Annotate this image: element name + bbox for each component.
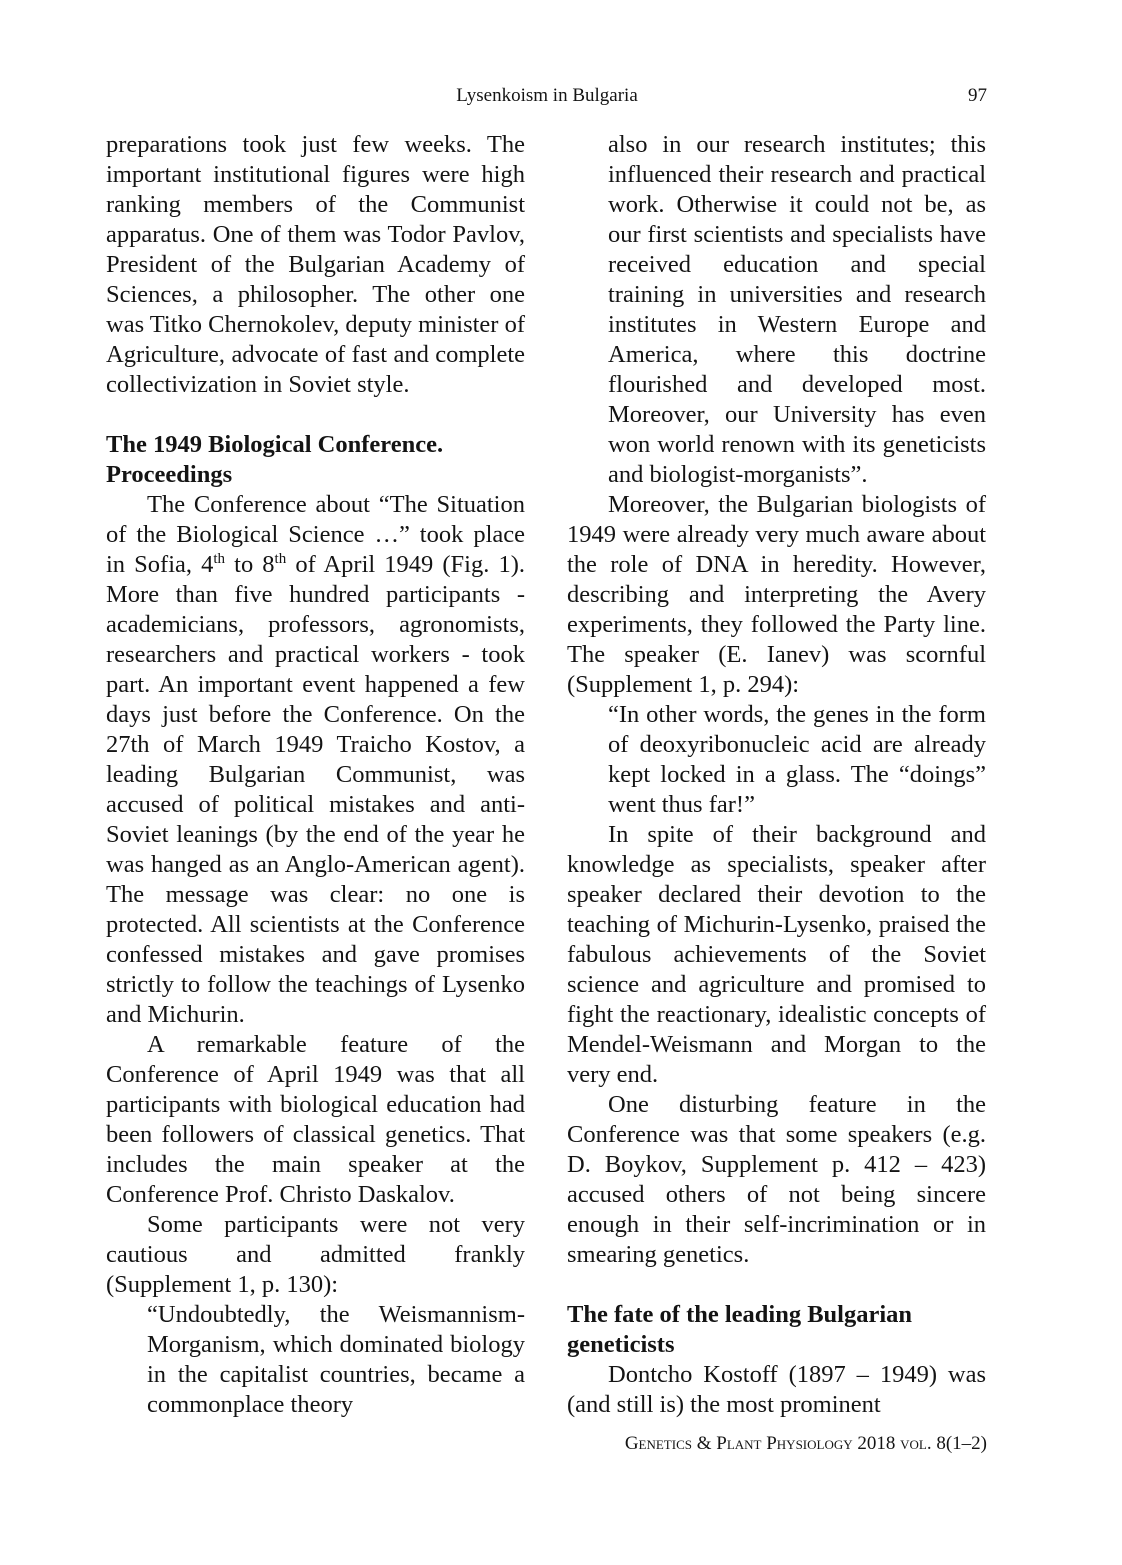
- left-column: [106, 130, 525, 1420]
- paragraph: Moreover, the Bulgarian biologists of 1949 were already very much aware about the role of DNA in heredity. However, describing and interpreting the Avery experiments, they followed the Party line. The speaker (E. Ianev) was scornful (Supplement 1, p. 294):: [567, 491, 986, 698]
- paragraph: One disturbing feature in the Conference was that some speakers (e.g. D. Boykov, Supplement p. 412 – 423) accused others of not being sincere enough in their self-incrimination or in smearing genetics.: [567, 1091, 986, 1268]
- paragraph: Dontcho Kostoff (1897 – 1949) was (and still is) the most prominent: [567, 1361, 986, 1418]
- block-quote: “Undoubtedly, the Weismannism-Morganism, which dominated biology in the capitalist countries, became a commonplace theory: [147, 1301, 525, 1418]
- heading-line: Proceedings: [106, 461, 233, 488]
- paragraph: A remarkable feature of the Conference of April 1949 was that all participants with biological education had been followers of classical genetics. That includes the main speaker at the Conference Prof. Christo Daskalov.: [106, 1031, 525, 1208]
- page-number: 97: [968, 85, 987, 106]
- heading-line: The 1949 Biological Conference.: [106, 431, 444, 458]
- section-heading: [106, 430, 525, 490]
- heading-line: geneticists: [567, 1331, 675, 1358]
- paragraph: In spite of their background and knowledge as specialists, speaker after speaker declared their devotion to the teaching of Michurin-Lysenko, praised the fabulous achievements of the Soviet science and agriculture and promised to fight the reactionary, idealistic concepts of Mendel-Weismann and Morgan to the very end.: [567, 821, 986, 1088]
- journal-footer: Genetics & Plant Physiology 2018 vol. 8(1–2): [624, 1433, 987, 1454]
- block-quote: also in our research institutes; this influenced their research and practical work. Otherwise it could not be, as our first scientists and specialists have received education and special training in universities and research institutes in Western Europe and America, where this doctrine flourished and developed most. Moreover, our University has even won world renown with its geneticists and biologist-morganists”.: [608, 131, 986, 488]
- block-quote: “In other words, the genes in the form of deoxyribonucleic acid are already kept locked in a glass. The “doings” went thus far!”: [608, 701, 986, 818]
- right-column: [567, 130, 986, 1420]
- paragraph: Some participants were not very cautious and admitted frankly (Supplement 1, p. 130):: [106, 1211, 525, 1298]
- paragraph: The Conference about “The Situation of the Biological Science …” took place in Sofia, 4th to 8th of April 1949 (Fig. 1). More than five hundred participants - academicians, professors, agronomists, researchers and practical workers - took part. An important event happened a few days just before the Conference. On the 27th of March 1949 Traicho Kostov, a leading Bulgarian Communist, was accused of political mistakes and anti-Soviet leanings (by the end of the year he was hanged as an Anglo-American agent). The message was clear: no one is protected. All scientists at the Conference confessed mistakes and gave promises strictly to follow the teachings of Lysenko and Michurin.: [106, 491, 525, 1028]
- heading-line: The fate of the leading Bulgarian: [567, 1301, 913, 1328]
- running-title: Lysenkoism in Bulgaria: [456, 85, 638, 106]
- paragraph: preparations took just few weeks. The important institutional figures were high ranking members of the Communist apparatus. One of them was Todor Pavlov, President of the Bulgarian Academy of Sciences, a philosopher. The other one was Titko Chernokolev, deputy minister of Agriculture, advocate of fast and complete collectivization in Soviet style.: [106, 131, 525, 398]
- section-heading: [567, 1300, 986, 1360]
